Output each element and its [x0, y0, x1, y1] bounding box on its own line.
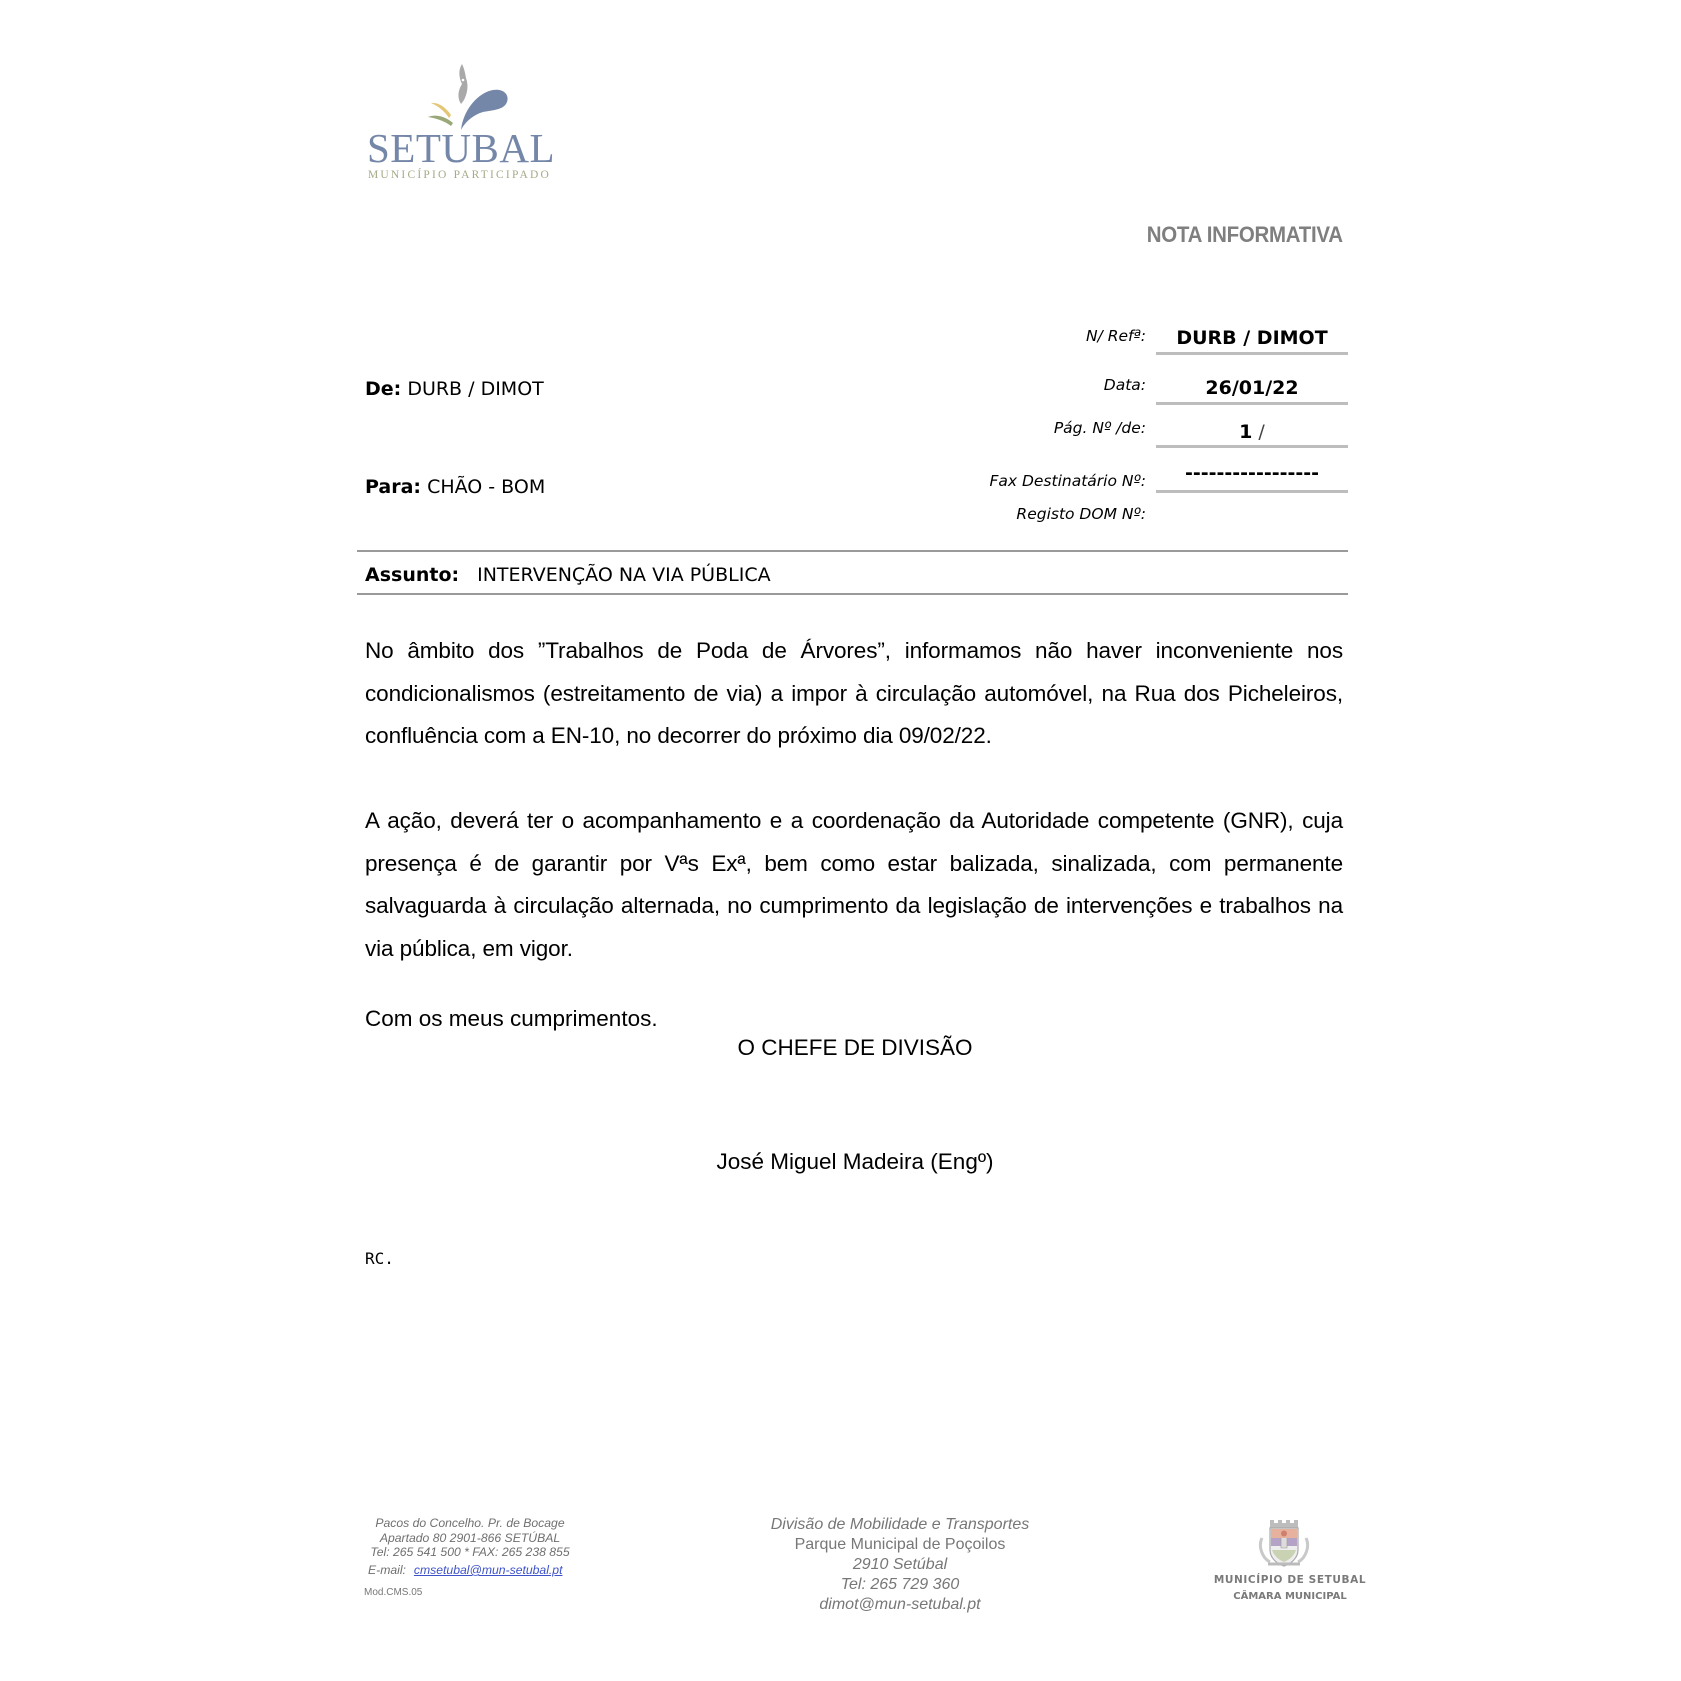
subject-value: INTERVENÇÃO NA VIA PÚBLICA: [477, 564, 771, 586]
page-label: Pág. Nº /de:: [1053, 419, 1146, 437]
subject-label: Assunto:: [365, 564, 460, 586]
footer-division-block: [720, 1515, 1080, 1615]
subject-line: [365, 564, 771, 586]
footer-division-city: 2910 Setúbal: [852, 1556, 948, 1573]
form-model-code: Mod.CMS.05: [364, 1587, 423, 1598]
subject-top-rule: [357, 550, 1348, 552]
fax-label: Fax Destinatário Nº:: [989, 472, 1146, 490]
logo-wordmark: SETUBAL: [367, 125, 555, 171]
from-label: De:: [365, 378, 402, 400]
closing-text: Com os meus cumprimentos.: [365, 1006, 658, 1031]
signer-name: José Miguel Madeira (Engº): [716, 1149, 994, 1174]
body-paragraph-2: A ação, deverá ter o acompanhamento e a coordenação da Autoridade competente (GNR), cuja presença é de garantir por Vªs Exª, bem como estar balizada, sinalizada, com permanente salvaguarda à circulação alternada, no cumprimento da legislação de intervenções e trabalhos na via pública, em vigor.: [365, 808, 1343, 962]
coat-of-arms-icon: [1256, 1516, 1312, 1572]
subject-bottom-rule: [357, 593, 1348, 595]
to-field: [365, 476, 545, 498]
document-title: NOTA INFORMATIVA: [1147, 222, 1343, 247]
footer-email: [368, 1563, 562, 1577]
footer-email-link[interactable]: cmsetubal@mun-setubal.pt: [413, 1563, 563, 1577]
footer-division-phone: Tel: 265 729 360: [840, 1576, 960, 1593]
reference-value: DURB / DIMOT: [1176, 327, 1328, 349]
footer-address-block: [360, 1516, 580, 1560]
date-underline: [1156, 402, 1348, 405]
footer-council-name: CÂMARA MUNICIPAL: [1233, 1591, 1347, 1602]
page-underline: [1156, 445, 1348, 448]
footer-email-label: E-mail:: [368, 1563, 406, 1577]
footer-municipality-name: MUNICÍPIO DE SETUBAL: [1213, 1574, 1367, 1586]
author-initials: RC.: [365, 1249, 394, 1268]
fax-value: -----------------: [1184, 462, 1320, 484]
reference-underline: [1156, 352, 1348, 355]
reference-label: N/ Refª:: [1085, 327, 1146, 345]
from-field: [365, 378, 544, 400]
footer-address-line: Tel: 265 541 500 * FAX: 265 238 855: [370, 1545, 570, 1559]
to-label: Para:: [365, 476, 422, 498]
page-value: [1156, 421, 1348, 443]
footer-division-address: Parque Municipal de Poçoilos: [794, 1536, 1006, 1553]
footer-address-line: Pacos do Concelho. Pr. de Bocage: [375, 1516, 565, 1530]
footer-division-email: dimot@mun-setubal.pt: [819, 1596, 981, 1613]
page-separator: /: [1258, 421, 1265, 443]
date-label: Data:: [1103, 376, 1146, 394]
signer-title: O CHEFE DE DIVISÃO: [737, 1035, 973, 1060]
footer-division-name: Divisão de Mobilidade e Transportes: [770, 1516, 1030, 1533]
date-value: 26/01/22: [1205, 377, 1299, 399]
to-value: CHÃO - BOM: [427, 476, 546, 498]
fax-underline: [1156, 490, 1348, 493]
body-paragraph-1: No âmbito dos ”Trabalhos de Poda de Árvores”, informamos não haver inconveniente nos condicionalismos (estreitamento de via) a impor à circulação automóvel, na Rua dos Picheleiros, confluência com a EN-10, no decorrer do próximo dia 09/02/22.: [365, 638, 1343, 749]
logo-tagline: MUNICÍPIO PARTICIPADO: [368, 169, 552, 181]
from-value: DURB / DIMOT: [407, 378, 544, 400]
registry-label: Registo DOM Nº:: [1016, 505, 1146, 523]
footer-address-line: Apartado 80 2901-866 SETÚBAL: [379, 1530, 561, 1545]
page-number: 1: [1239, 421, 1253, 443]
